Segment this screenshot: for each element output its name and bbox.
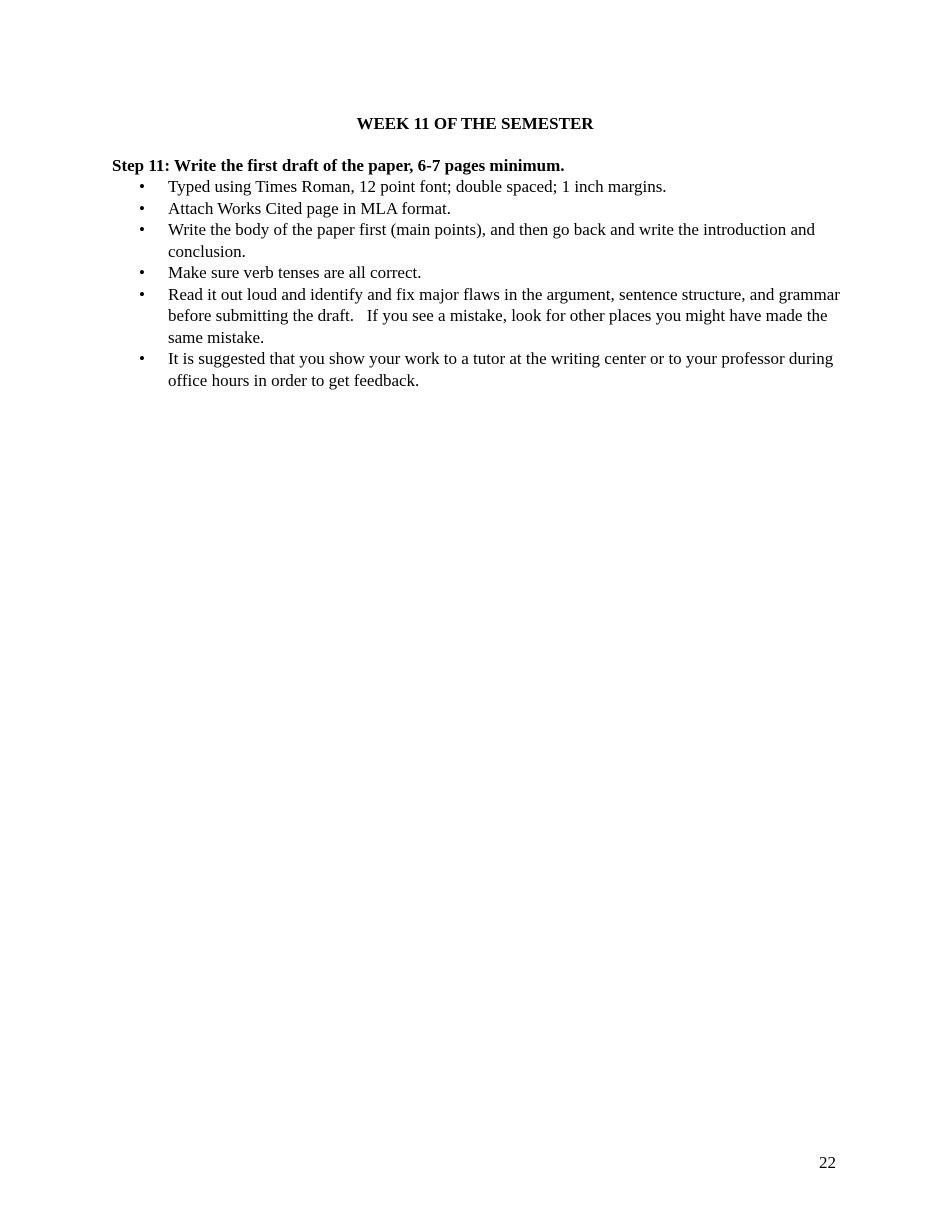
bullet-icon: • [139,349,145,368]
bullet-icon: • [139,263,145,282]
bullet-icon: • [139,198,145,218]
list-item-text: Attach Works Cited page in MLA format. [168,198,452,218]
list-item-text: Make sure verb tenses are all correct. [168,263,422,282]
list-item-text: Write the body of the paper first (main points), and then go back and write the introduction and conclusion. [168,220,816,261]
week-heading: WEEK 11 OF THE SEMESTER [356,114,594,133]
list-item [112,262,852,284]
list-item-text: Typed using Times Roman, 12 point font; double spaced; 1 inch margins. [168,177,667,196]
bullet-icon: • [139,220,145,239]
instruction-list [112,176,852,391]
list-item-text: It is suggested that you show your work to a tutor at the writing center or to your professor during office hours in order to get feedback. [168,349,834,390]
page-number: 22 [819,1153,836,1172]
list-item [112,348,852,391]
list-item [112,284,852,349]
list-item [112,198,852,220]
step-heading: Step 11: Write the first draft of the paper, 6-7 pages minimum. [112,156,565,175]
list-item [112,219,852,262]
list-item-text: Read it out loud and identify and fix major flaws in the argument, sentence structure, and grammar before submitting the draft. If you see a mistake, look for other places you might have made the same mistake. [168,284,845,347]
list-item [112,176,852,198]
bullet-icon: • [139,177,145,196]
bullet-icon: • [139,284,145,304]
